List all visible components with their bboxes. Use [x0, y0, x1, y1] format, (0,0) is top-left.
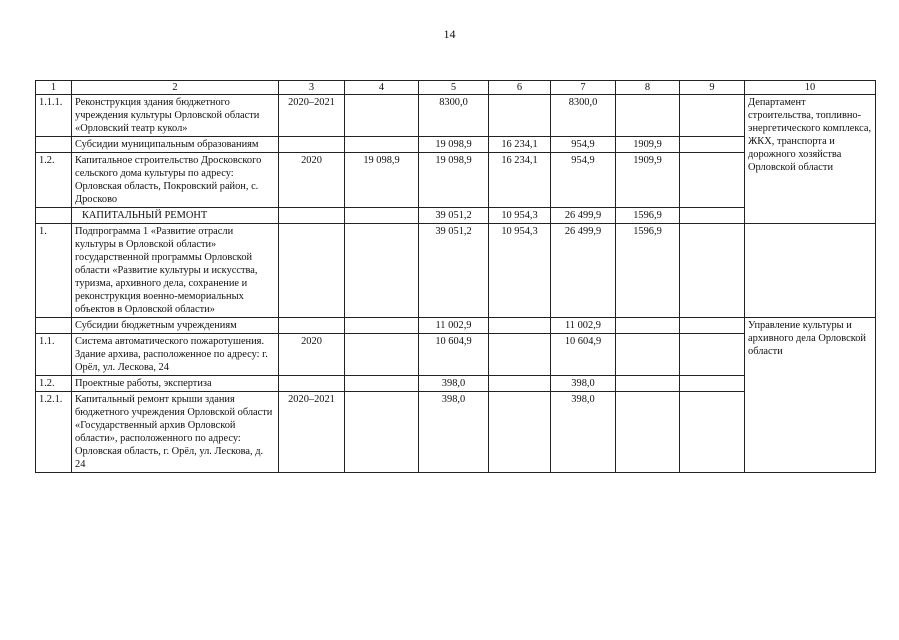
row-number: 1.1.: [36, 334, 72, 376]
row-value: 19 098,9: [345, 153, 419, 208]
row-number: [36, 318, 72, 334]
header-cell: 9: [680, 81, 745, 95]
row-description: Субсидии муниципальным образованиям: [72, 137, 279, 153]
row-value: [345, 224, 419, 318]
section-title: КАПИТАЛЬНЫЙ РЕМОНТ: [72, 208, 279, 224]
header-cell: 1: [36, 81, 72, 95]
row-value: [345, 334, 419, 376]
row-value: [680, 392, 745, 473]
row-number: 1.2.: [36, 376, 72, 392]
row-number: 1.2.: [36, 153, 72, 208]
row-value: 26 499,9: [551, 208, 616, 224]
header-cell: 8: [616, 81, 680, 95]
table-row: [36, 95, 876, 137]
row-value: 8300,0: [419, 95, 489, 137]
row-value: [616, 392, 680, 473]
page-number: 14: [443, 27, 456, 41]
row-years: [279, 376, 345, 392]
row-description: Субсидии бюджетным учреждениям: [72, 318, 279, 334]
row-value: [489, 392, 551, 473]
row-value: [616, 334, 680, 376]
row-years: [279, 137, 345, 153]
row-number: 1.: [36, 224, 72, 318]
row-value: [345, 137, 419, 153]
header-cell: 5: [419, 81, 489, 95]
row-value: 398,0: [419, 392, 489, 473]
row-value: [680, 376, 745, 392]
table-row: [36, 224, 876, 318]
row-years: 2020–2021: [279, 392, 345, 473]
row-years: [279, 224, 345, 318]
row-value: 11 002,9: [419, 318, 489, 334]
row-years: 2020: [279, 153, 345, 208]
row-value: 26 499,9: [551, 224, 616, 318]
row-value: [680, 224, 745, 318]
row-years: 2020–2021: [279, 95, 345, 137]
row-number: [36, 137, 72, 153]
row-description: Капитальное строительство Дросковского сельского дома культуры по адресу: Орловская область, Покровский район, с. Дросково: [72, 153, 279, 208]
row-years: [279, 208, 345, 224]
row-value: [616, 376, 680, 392]
row-value: 10 604,9: [419, 334, 489, 376]
header-cell: 3: [279, 81, 345, 95]
row-description: Система автоматического пожаротушения. Здание архива, расположенное по адресу: г. Орёл, ул. Лескова, 24: [72, 334, 279, 376]
row-value: 398,0: [551, 392, 616, 473]
row-value: [489, 318, 551, 334]
row-value: [345, 208, 419, 224]
row-number: [36, 208, 72, 224]
row-value: 39 051,2: [419, 208, 489, 224]
row-value: [616, 318, 680, 334]
header-cell: 6: [489, 81, 551, 95]
row-years: 2020: [279, 334, 345, 376]
table-row: [36, 318, 876, 334]
header-cell: 4: [345, 81, 419, 95]
row-value: 39 051,2: [419, 224, 489, 318]
row-value: [345, 392, 419, 473]
row-value: 1909,9: [616, 153, 680, 208]
row-description: Реконструкция здания бюджетного учреждения культуры Орловской области «Орловский театр кукол»: [72, 95, 279, 137]
row-value: [680, 153, 745, 208]
responsible-culture: Управление культуры и архивного дела Орловской области: [745, 318, 876, 473]
row-value: 11 002,9: [551, 318, 616, 334]
header-cell: 10: [745, 81, 876, 95]
row-value: [489, 376, 551, 392]
row-value: 10 604,9: [551, 334, 616, 376]
header-cell: 2: [72, 81, 279, 95]
budget-table: [35, 80, 876, 473]
row-value: [616, 95, 680, 137]
row-value: 954,9: [551, 137, 616, 153]
row-years: [279, 318, 345, 334]
row-value: 19 098,9: [419, 137, 489, 153]
row-number: 1.2.1.: [36, 392, 72, 473]
responsible-construction: Департамент строительства, топливно-энергетического комплекса, ЖКХ, транспорта и дорожного хозяйства Орловской области: [745, 95, 876, 224]
row-value: [680, 334, 745, 376]
row-value: [680, 95, 745, 137]
table-header-row: [36, 81, 876, 95]
row-value: 398,0: [551, 376, 616, 392]
row-value: 1596,9: [616, 208, 680, 224]
row-value: [345, 95, 419, 137]
row-value: [489, 334, 551, 376]
row-value: [680, 137, 745, 153]
row-value: 8300,0: [551, 95, 616, 137]
row-value: 398,0: [419, 376, 489, 392]
row-value: [489, 95, 551, 137]
row-value: 10 954,3: [489, 224, 551, 318]
row-value: [680, 208, 745, 224]
row-value: 10 954,3: [489, 208, 551, 224]
header-cell: 7: [551, 81, 616, 95]
row-value: 1909,9: [616, 137, 680, 153]
row-description: Проектные работы, экспертиза: [72, 376, 279, 392]
row-value: 954,9: [551, 153, 616, 208]
row-description: Подпрограмма 1 «Развитие отрасли культуры в Орловской области» государственной программы Орловской области «Развитие культуры и искусства, туризма, архивного дела, сохранение и реконструкция военно-мемориальных объектов в Орловской области»: [72, 224, 279, 318]
row-value: [345, 318, 419, 334]
responsible-empty: [745, 224, 876, 318]
row-number: 1.1.1.: [36, 95, 72, 137]
row-value: [680, 318, 745, 334]
row-description: Капитальный ремонт крыши здания бюджетного учреждения Орловской области «Государственный архив Орловской области», расположенного по адресу: Орловская область, г. Орёл, ул. Лескова, д. 24: [72, 392, 279, 473]
row-value: [345, 376, 419, 392]
row-value: 16 234,1: [489, 153, 551, 208]
row-value: 19 098,9: [419, 153, 489, 208]
row-value: 1596,9: [616, 224, 680, 318]
row-value: 16 234,1: [489, 137, 551, 153]
